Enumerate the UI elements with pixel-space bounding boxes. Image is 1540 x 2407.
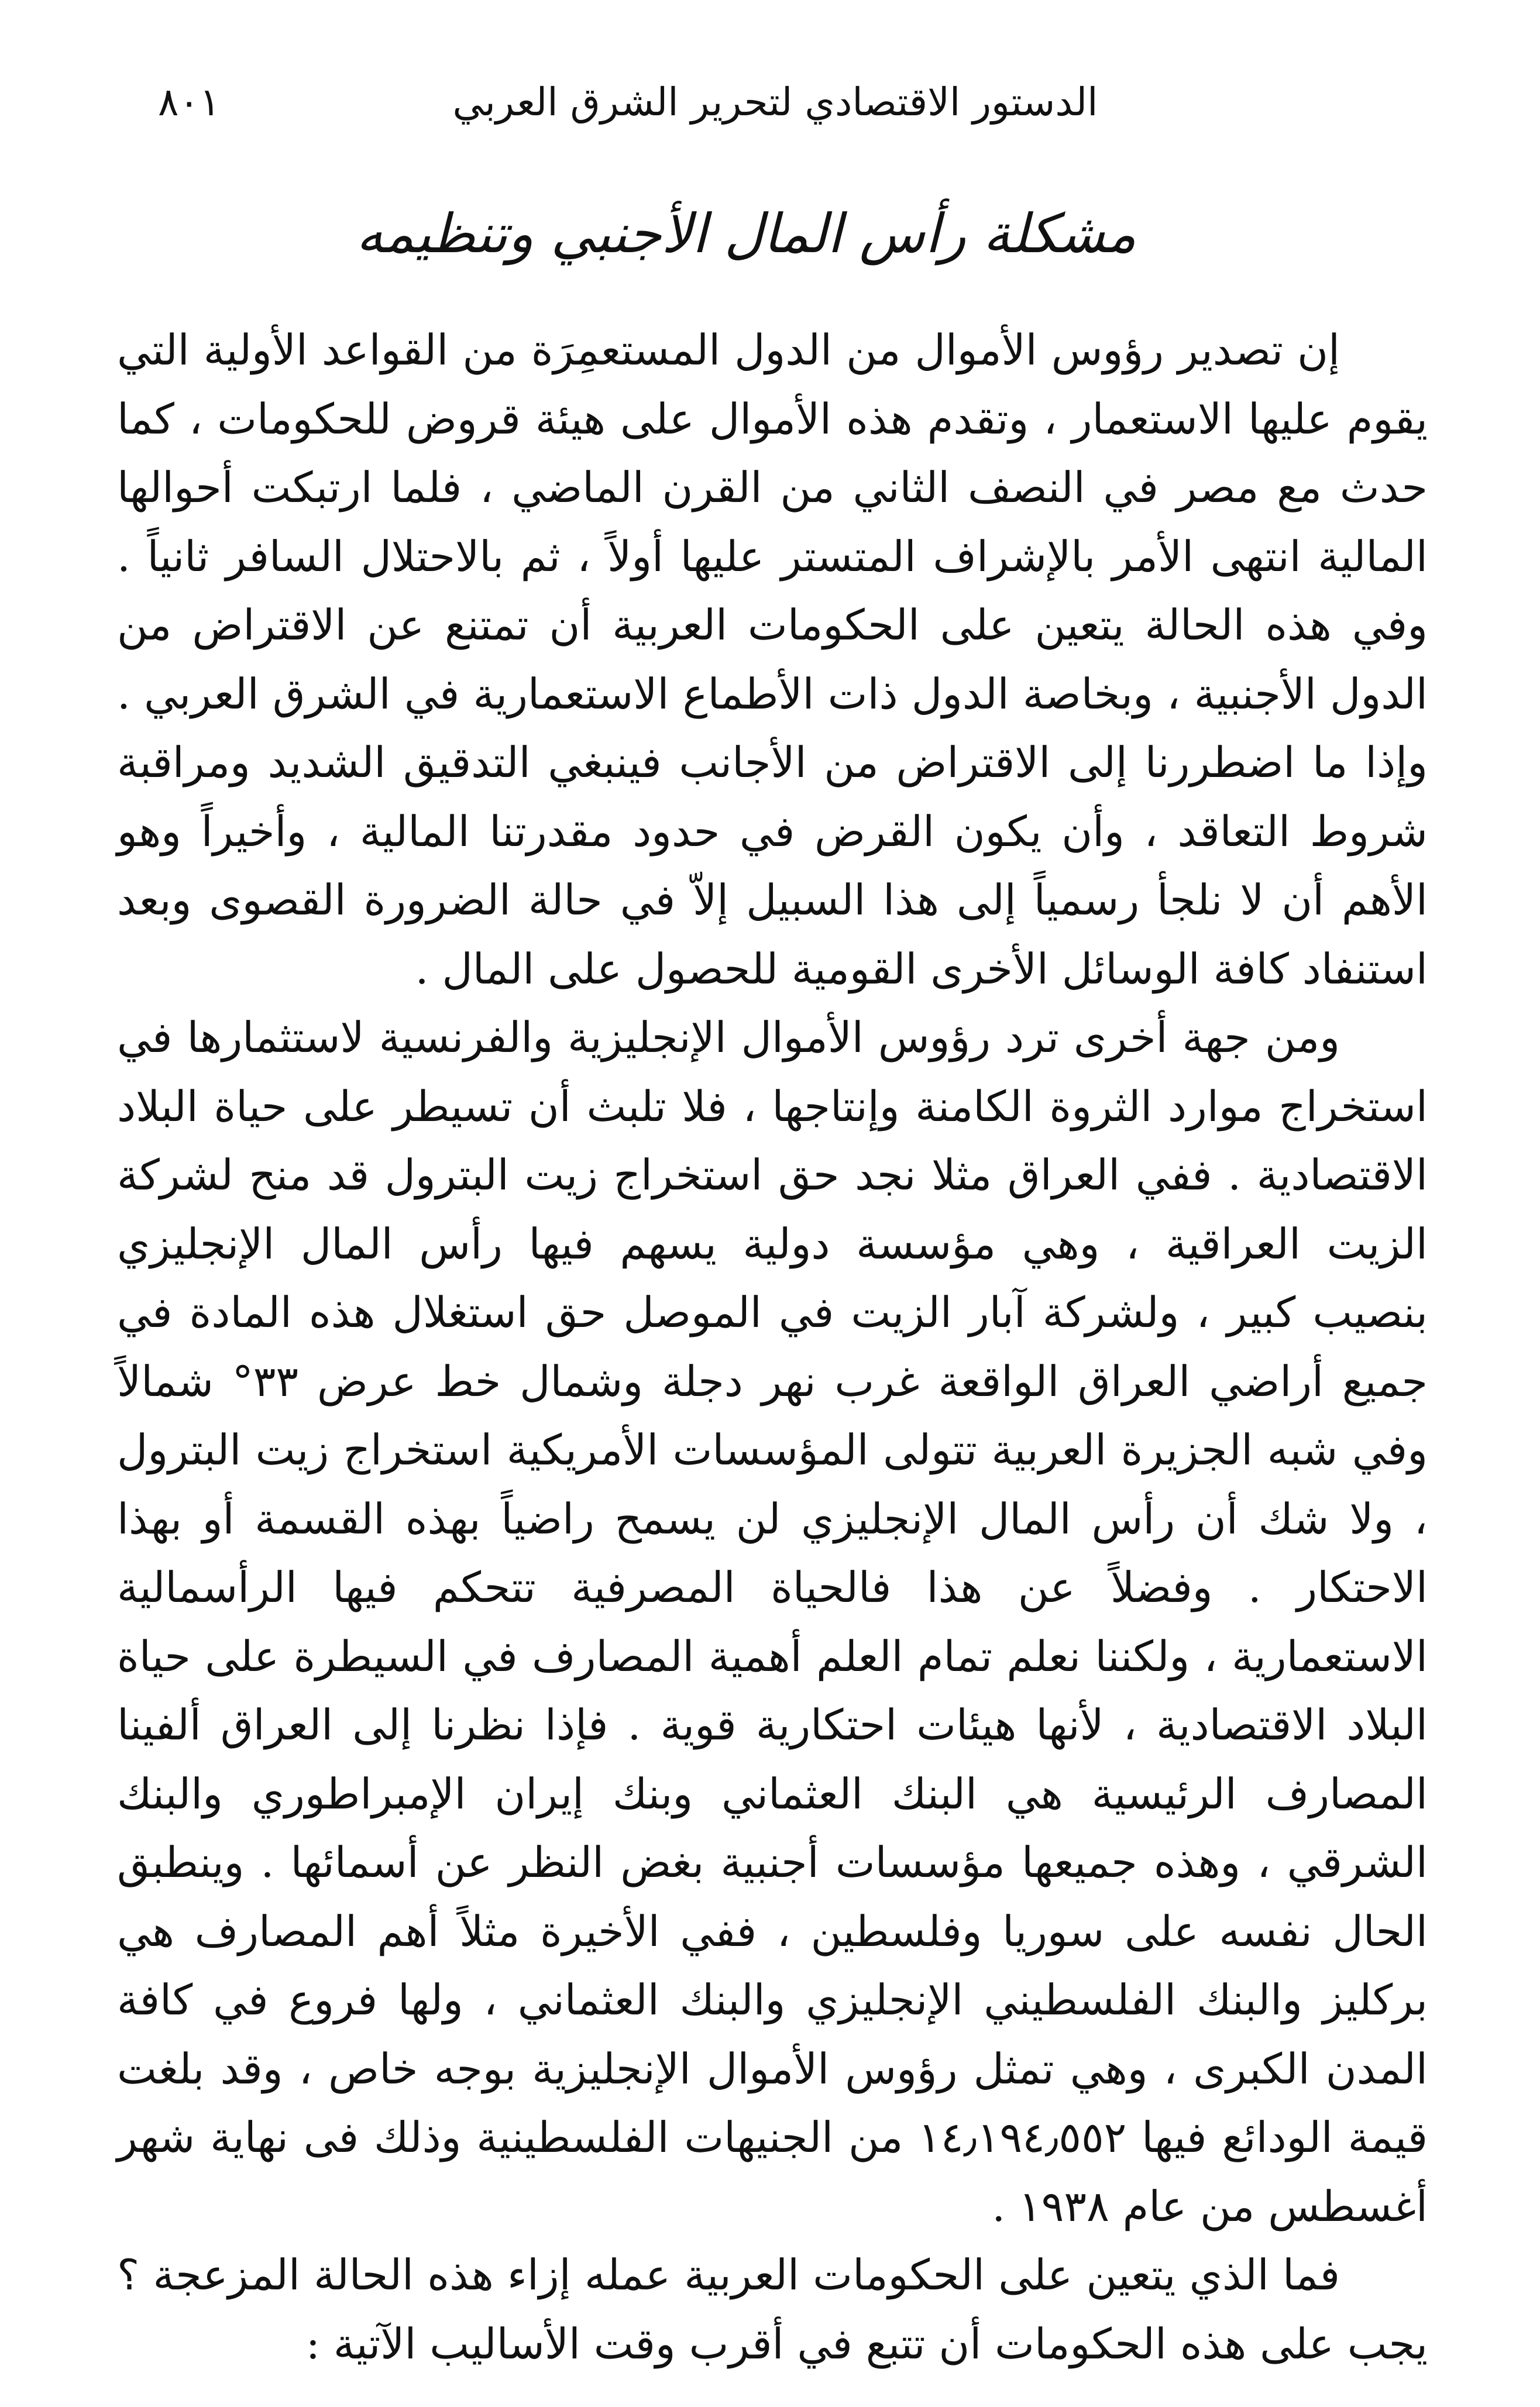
running-header [146,70,1404,140]
running-header-title: الدستور الاقتصادي لتحرير الشرق العربي [452,80,1098,125]
section-heading: مشكلة رأس المال الأجنبي وتنظيمه [356,202,1136,265]
paragraph-3: فما الذي يتعين على الحكومات العربية عمله إزاء هذه الحالة المزعجة ؟ يجب على هذه الحكومات أن تتبع في أقرب وقت الأساليب الآتية : [117,2250,1428,2368]
paragraph-2: ومن جهة أخرى ترد رؤوس الأموال الإنجليزية والفرنسية لاستثمارها في استخراج موارد الثروة الكامنة وإنتاجها ، فلا تلبث أن تسيطر على حياة البلاد الاقتصادية . ففي العراق مثلا نجد حق استخراج زيت البترول قد منح لشركة الزيت العراقية ، وهي مؤسسة دولية يسهم فيها رأس المال الإنجليزي بنصيب كبير ، ولشركة آبار الزيت في الموصل حق استغلال هذه المادة في جميع أراضي العراق الواقعة غرب نهر دجلة وشمال خط عرض ٣٣° شمالاً وفي شبه الجزيرة العربية تتولى المؤسسات الأمريكية استخراج زيت البترول ، ولا شك أن رأس المال الإنجليزي لن يسمح راضياً بهذه القسمة أو بهذا الاحتكار . وفضلاً عن هذا فالحياة المصرفية تتحكم فيها الرأسمالية الاستعمارية ، ولكننا نعلم تمام العلم أهمية المصارف في السيطرة على حياة البلاد الاقتصادية ، لأنها هيئات احتكارية قوية . فإذا نظرنا إلى العراق ألفينا المصارف الرئيسية هي البنك العثماني وبنك إيران الإمبراطوري والبنك الشرقي ، وهذه جميعها مؤسسات أجنبية بغض النظر عن أسمائها . وينطبق الحال نفسه على سوريا وفلسطين ، ففي الأخيرة مثلاً أهم المصارف هي بركليز والبنك الفلسطيني الإنجليزي والبنك العثماني ، ولها فروع في كافة المدن الكبرى ، وهي تمثل رؤوس الأموال الإنجليزية بوجه خاص ، وقد بلغت قيمة الودائع فيها ١٤٫١٩٤٫٥٥٢ من الجنيهات الفلسطينية وذلك فى نهاية شهر أغسطس من عام ١٩٣٨ . [117,1013,1428,2231]
body-text [117,316,1428,2378]
page-number: ٨٠١ [158,80,221,125]
paragraph-1: إن تصدير رؤوس الأموال من الدول المستعمِرَة من القواعد الأولية التي يقوم عليها الاستعمار ، وتقدم هذه الأموال على هيئة قروض للحكومات ، كما حدث مع مصر في النصف الثاني من القرن الماضي ، فلما ارتبكت أحوالها المالية انتهى الأمر بالإشراف المتستر عليها أولاً ، ثم بالاحتلال السافر ثانياً . وفي هذه الحالة يتعين على الحكومات العربية أن تمتنع عن الاقتراض من الدول الأجنبية ، وبخاصة الدول ذات الأطماع الاستعمارية في الشرق العربي . وإذا ما اضطررنا إلى الاقتراض من الأجانب فينبغي التدقيق الشديد ومراقبة شروط التعاقد ، وأن يكون القرض في حدود مقدرتنا المالية ، وأخيراً وهو الأهم أن لا نلجأ رسمياً إلى هذا السبيل إلاّ في حالة الضرورة القصوى وبعد استنفاد كافة الوسائل الأخرى القومية للحصول على المال . [117,325,1428,993]
